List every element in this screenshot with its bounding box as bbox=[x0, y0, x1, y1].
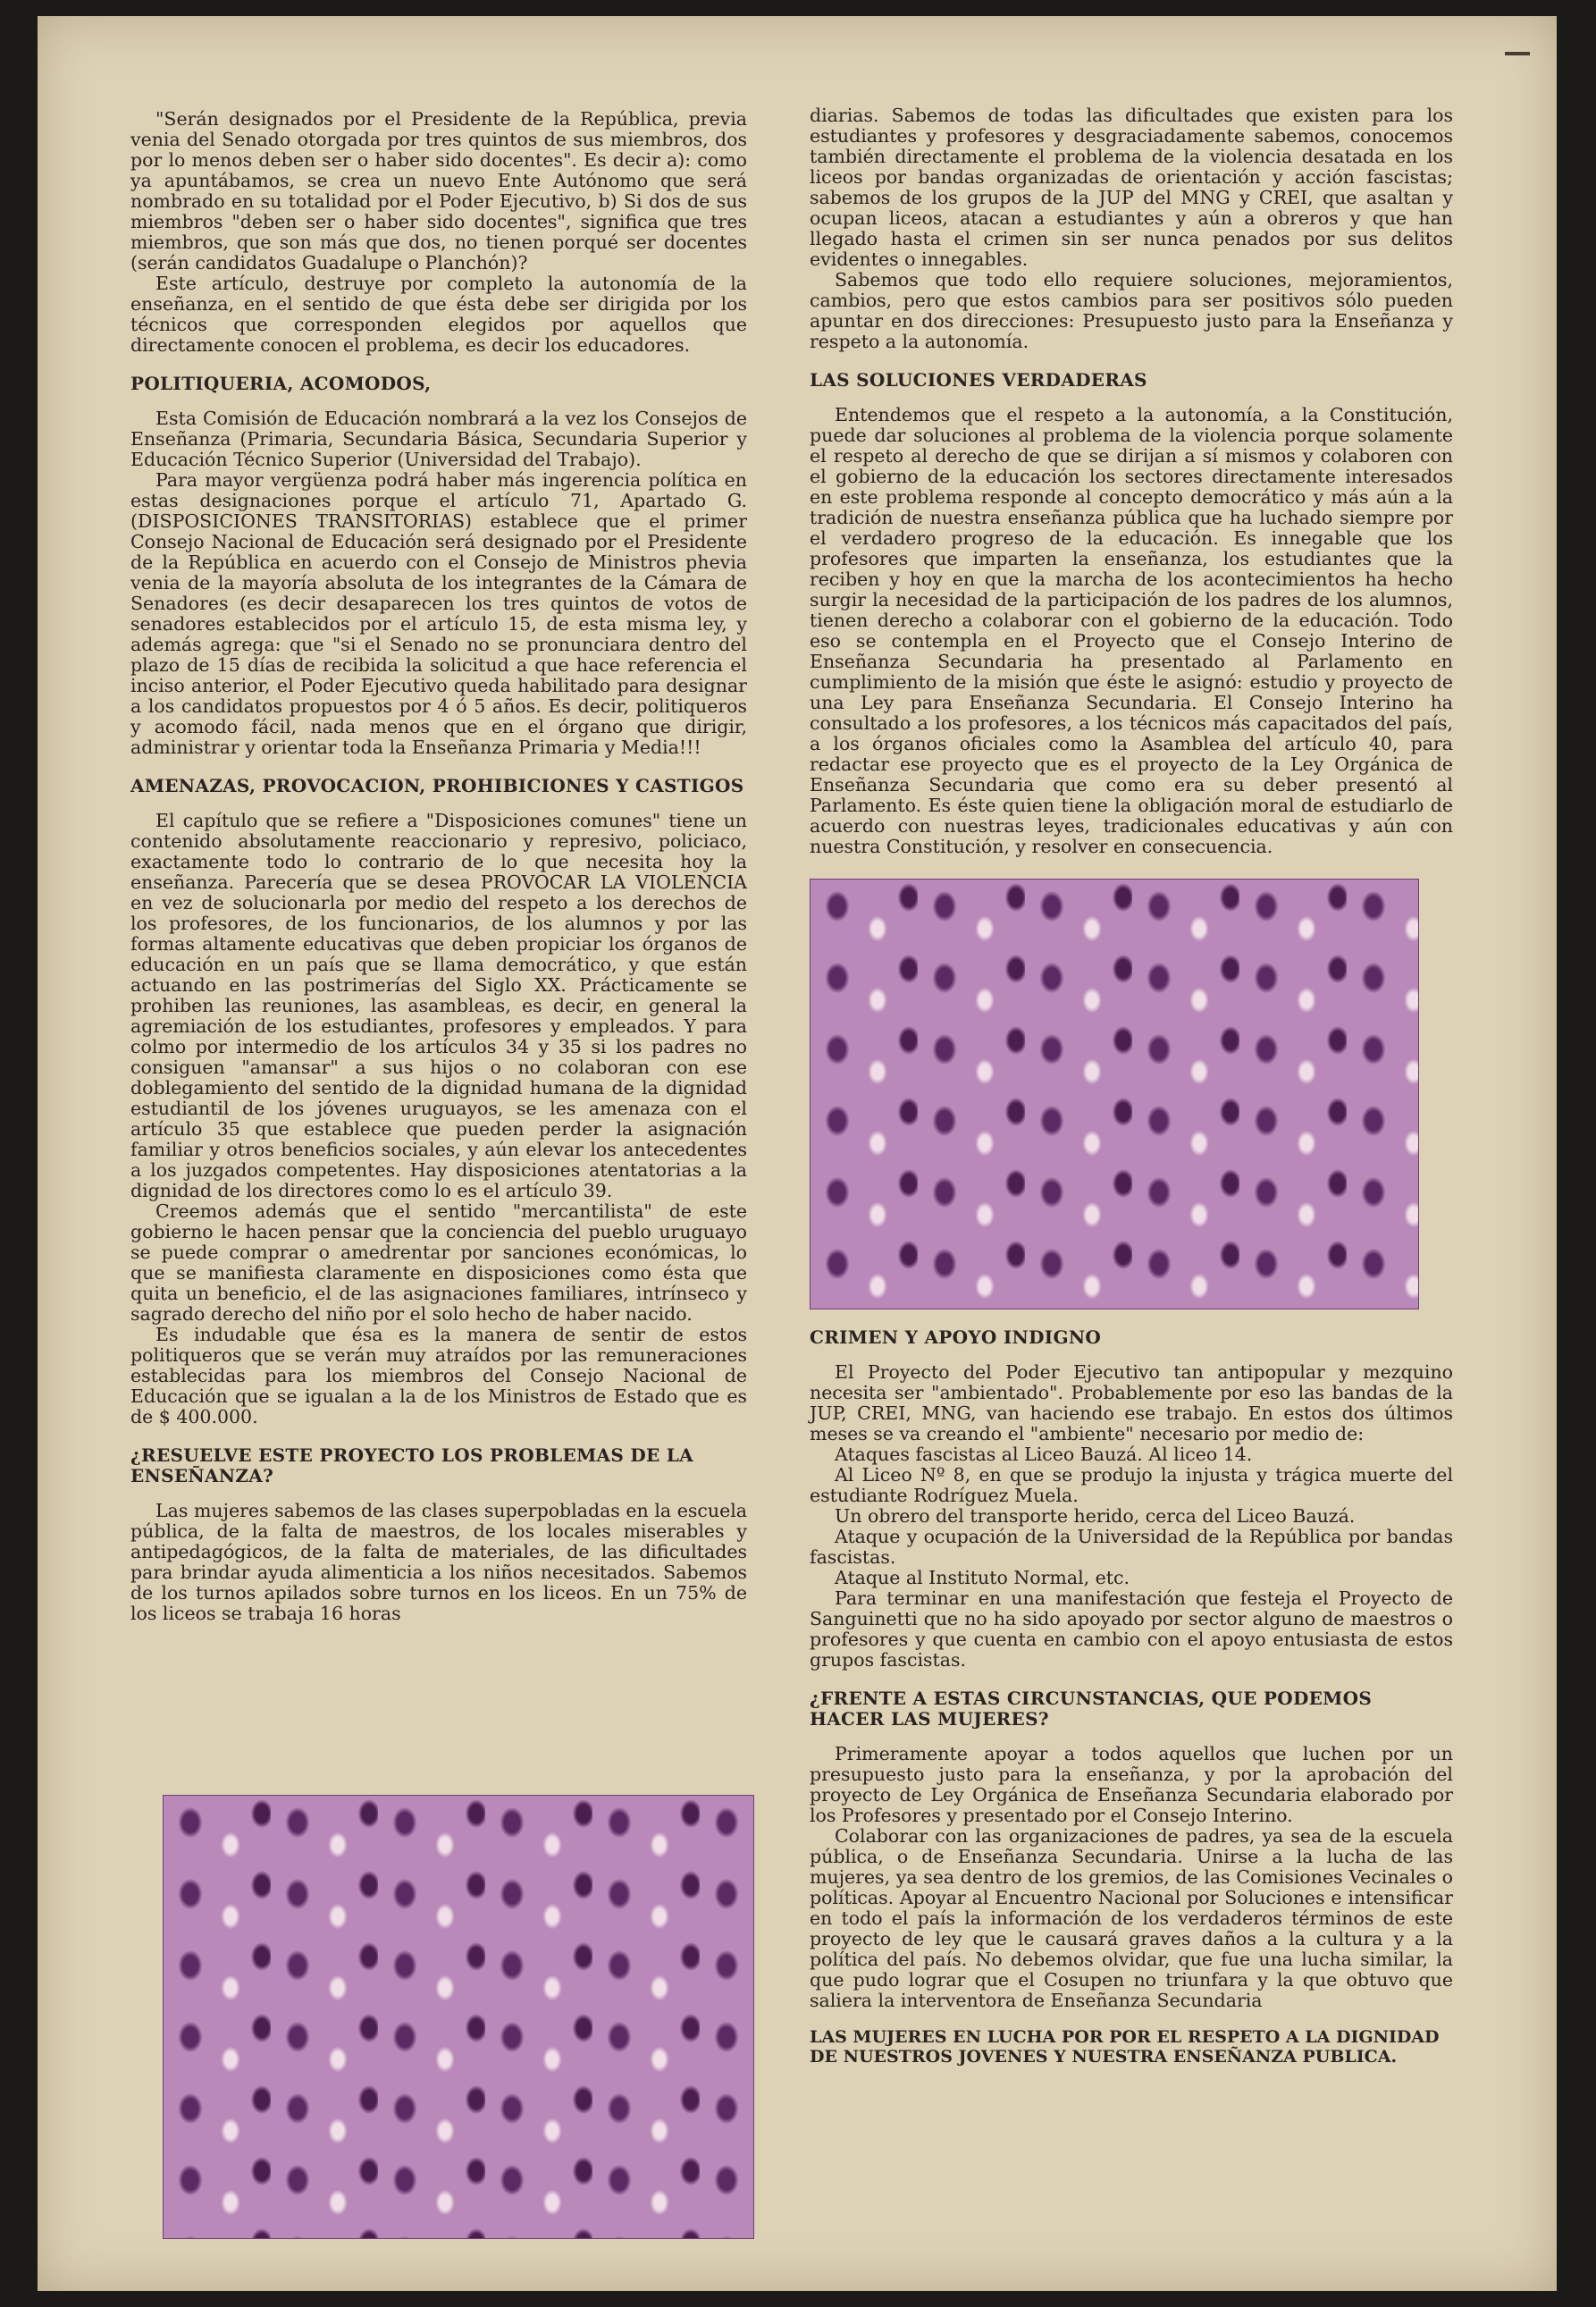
crowd-photo-left bbox=[163, 1795, 754, 2239]
page-edge-mark bbox=[1505, 52, 1530, 55]
section-heading-crimen: CRIMEN Y APOYO INDIGNO bbox=[810, 1326, 1102, 1348]
crimen-item-6: Para terminar en una manifestación que festeja el Proyecto de Sanguinetti que no ha sido apoyado por sector alguno de maestros o profesores y que cuenta en cambio con el apoyo entusiasta de estos grupos fascistas. bbox=[810, 1587, 1453, 1671]
section-heading-frente: ¿FRENTE A ESTAS CIRCUNSTANCIAS, QUE PODEMOS HACER LAS MUJERES? bbox=[810, 1688, 1373, 1730]
soluciones-paragraph-1: Entendemos que el respeto a la autonomía, a la Constitución, puede dar soluciones al problema de la violencia porque solamente el respeto al derecho de que se dirijan a sí mismos y colaboren con el gobierno de la educación los sectores directamente interesados en este problema responde al concepto democrático y más aún a la tradición de nuestra enseñanza pública que ha luchado siempre por el verdadero progreso de la educación. Es innegable que los profesores que imparten la enseñanza, los estudiantes que la reciben y hoy en que la marcha de los acontecimientos ha hecho surgir la necesidad de la participación de los padres de los alumnos, tienen derecho a colaborar con el gobierno de la educación. Todo eso se contempla en el Proyecto que el Consejo Interino de Enseñanza Secundaria ha presentado al Parlamento en cumplimiento de la misión que éste le asignó: estudio y proyecto de una Ley para Enseñanza Secundaria. El Consejo Interino ha consultado a los profesores, a los técnicos más capacitados del país, a los órganos oficiales como la Asamblea del artículo 40, para redactar ese proyecto que es el proyecto de la Ley Orgánica de Enseñanza Secundaria que como era su deber presentó al Parlamento. Es éste quien tiene la obligación moral de estudiarlo de acuerdo con nuestras leyes, tradicionales educativas y aún con nuestra Constitución, y resolver en consecuencia. bbox=[810, 404, 1453, 857]
section-heading-politiqueria: POLITIQUERIA, ACOMODOS, bbox=[130, 373, 432, 394]
intro-paragraph-1: "Serán designados por el Presidente de la República, previa venia del Senado otorgada por tres quintos de sus miembros, dos por lo menos deben ser o haber sido docentes". Es decir a): como ya apuntábamos, se crea un nuevo Ente Autónomo que será nombrado en su totalidad por el Poder Ejecutivo, b) Si dos de sus miembros "deben ser o haber sido docentes", significa que tres miembros, que son más que dos, no tienen porqué ser docentes (serán candidatos Guadalupe o Planchón)? bbox=[130, 108, 747, 274]
politiqueria-paragraph-1: Esta Comisión de Educación nombrará a la vez los Consejos de Enseñanza (Primaria, Secundaria Básica, Secundaria Superior y Educación Técnico Superior (Universidad del Trabajo). bbox=[130, 408, 747, 470]
right-paragraph-2: Sabemos que todo ello requiere soluciones, mejoramientos, cambios, pero que estos cambios para ser positivos sólo pueden apuntar en dos direcciones: Presupuesto justo para la Enseñanza y respeto a la autonomía. bbox=[810, 269, 1453, 352]
frente-paragraph-2: Colaborar con las organizaciones de padres, ya sea de la escuela pública, o de Enseñanza Secundaria. Unirse a la lucha de las mujeres, ya sea dentro de los gremios, de las Comisiones Vecinales o políticas. Apoyar al Encuentro Nacional por Soluciones e intensificar en todo el país la información de los verdaderos términos de este proyecto de ley que le causará graves daños a la cultura y a la política del país. No debemos olvidar, que fue una lucha similar, la que pudo lograr que el Cosupen no triunfara y la que obtuvo que saliera la interventora de Enseñanza Secundaria bbox=[810, 1825, 1453, 2011]
crimen-item-2: Al Liceo Nº 8, en que se produjo la injusta y trágica muerte del estudiante Rodríguez Muela. bbox=[810, 1464, 1453, 1506]
newspaper-page bbox=[38, 16, 1557, 2291]
crowd-photo-right bbox=[810, 879, 1419, 1309]
amenazas-paragraph-1: El capítulo que se refiere a "Disposiciones comunes" tiene un contenido absolutamente reaccionario y represivo, policiaco, exactamente todo lo contrario de lo que necesita hoy la enseñanza. Parecería que se desea PROVOCAR LA VIOLENCIA en vez de solucionarla por medio del respeto a los derechos de los profesores, de los funcionarios, de los alumnos y por las formas altamente educativas que deben propiciar los órganos de educación en un país que se llama democrático, y que están actuando en las postrimerías del Siglo XX. Prácticamente se prohiben las reuniones, las asambleas, es decir, en general la agremiación de los estudiantes, profesores y empleados. Y para colmo por intermedio de los artículos 34 y 35 si los padres no consiguen "amansar" a sus hijos o no colaboran con ese doblegamiento del sentido de la dignidad humana de la dignidad estudiantil de los jóvenes uruguayos, se les amenaza con el artículo 35 que establece que pueden perder la asignación familiar y otros beneficios sociales, y aún elevar los antecedentes a los juzgados competentes. Hay disposiciones atentatorias a la dignidad de los directores como lo es el artículo 39. bbox=[130, 810, 747, 1201]
amenazas-paragraph-2: Creemos además que el sentido "mercantilista" de este gobierno le hacen pensar que la conciencia del pueblo uruguayo se puede comprar o amedrentar por sanciones económicas, lo que se manifiesta claramente en disposiciones como ésta que quita un beneficio, el de las asignaciones familiares, intrínseco y sagrado derecho del niño por el solo hecho de haber nacido. bbox=[130, 1200, 747, 1325]
crimen-item-5: Ataque al Instituto Normal, etc. bbox=[835, 1567, 1130, 1588]
crimen-item-1: Ataques fascistas al Liceo Bauzá. Al liceo 14. bbox=[835, 1444, 1253, 1465]
section-heading-soluciones: LAS SOLUCIONES VERDADERAS bbox=[810, 369, 1147, 391]
frente-paragraph-1: Primeramente apoyar a todos aquellos que luchen por un presupuesto justo para la enseñanza, y por la aprobación del proyecto de Ley Orgánica de Enseñanza Secundaria elaborado por los Profesores y presentado por el Consejo Interino. bbox=[810, 1743, 1453, 1826]
closing-slogan: LAS MUJERES EN LUCHA POR POR EL RESPETO A LA DIGNIDAD DE NUESTROS JOVENES Y NUESTRA ENSEÑANZA PUBLICA. bbox=[810, 2027, 1440, 2067]
intro-paragraph-2: Este artículo, destruye por completo la autonomía de la enseñanza, en el sentido de que ésta debe ser dirigida por los técnicos que corresponden elegidos por aquellos que directamente conocen el problema, es decir los educadores. bbox=[130, 273, 747, 356]
crimen-intro: El Proyecto del Poder Ejecutivo tan antipopular y mezquino necesita ser "ambientado". Probablemente por eso las bandas de la JUP, CREI, MNG, van haciendo ese trabajo. En estos dos últimos meses se va creando el "ambiente" necesario por medio de: bbox=[810, 1361, 1453, 1444]
politiqueria-paragraph-2: Para mayor vergüenza podrá haber más ingerencia política en estas designaciones porque el artículo 71, Apartado G. (DISPOSICIONES TRANSITORIAS) establece que el primer Consejo Nacional de Educación será designado por el Presidente de la República en acuerdo con el Consejo de Ministros phevia venia de la mayoría absoluta de los integrantes de la Cámara de Senadores (es decir desaparecen los tres quintos de votos de senadores establecidos por el artículo 15, de esta misma ley, y además agrega: que "si el Senado no se pronunciara dentro del plazo de 15 días de recibida la solicitud a que hace referencia el inciso anterior, el Poder Ejecutivo queda habilitado para designar a los candidatos propuestos por 4 ó 5 años. Es decir, politiqueros y acomodo fácil, nada menos que en el órgano que dirigir, administrar y orientar toda la Enseñanza Primaria y Media!!! bbox=[130, 469, 747, 758]
right-paragraph-1: diarias. Sabemos de todas las dificultades que existen para los estudiantes y profesores y desgraciadamente sabemos, conocemos también directamente el problema de la violencia desatada en los liceos por bandas organizadas de orientación y acción fascistas; sabemos de los grupos de la JUP del MNG y CREI, que asaltan y ocupan liceos, atacan a estudiantes y aún a obreros y que han llegado hasta el crimen sin ser nunca penados por sus delitos evidentes o innegables. bbox=[810, 105, 1453, 270]
crimen-item-3: Un obrero del transporte herido, cerca del Liceo Bauzá. bbox=[835, 1505, 1356, 1527]
left-column bbox=[130, 109, 747, 1624]
amenazas-paragraph-3: Es indudable que ésa es la manera de sentir de estos politiqueros que se verán muy atraídos por las remuneraciones establecidas para los miembros del Consejo Nacional de Educación que se igualan a la de los Ministros de Estado que es de $ 400.000. bbox=[130, 1324, 747, 1427]
right-column bbox=[810, 105, 1453, 2067]
section-heading-amenazas: AMENAZAS, PROVOCACION, PROHIBICIONES Y CASTIGOS bbox=[130, 775, 744, 796]
section-heading-resuelve: ¿RESUELVE ESTE PROYECTO LOS PROBLEMAS DE LA ENSEÑANZA? bbox=[130, 1444, 693, 1486]
resuelve-paragraph-1: Las mujeres sabemos de las clases superpobladas en la escuela pública, de la falta de maestros, de los locales miserables y antipedagógicos, de la falta de materiales, de las dificultades para brindar ayuda alimenticia a los niños necesitados. Sabemos de los turnos apilados sobre turnos en los liceos. En un 75% de los liceos se trabaja 16 horas bbox=[130, 1500, 747, 1624]
crimen-item-4: Ataque y ocupación de la Universidad de la República por bandas fascistas. bbox=[810, 1526, 1453, 1568]
